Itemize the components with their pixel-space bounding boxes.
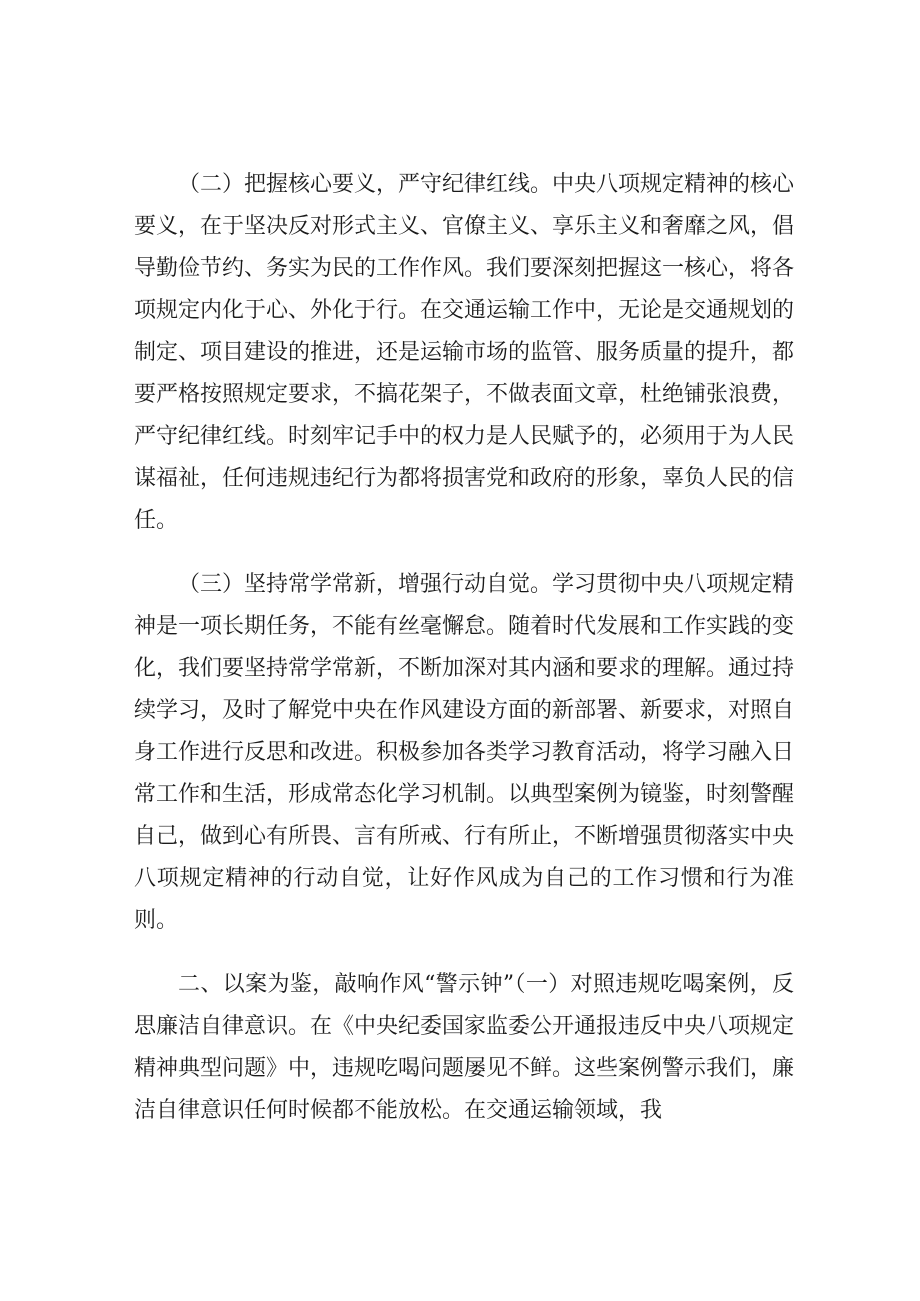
document-body xyxy=(134,164,794,1132)
paragraph-case-warning: 二、以案为鉴，敲响作风“警示钟”（一）对照违规吃喝案例，反思廉洁自律意识。在《中央纪委国家监委公开通报违反中央八项规定精神典型问题》中，违规吃喝问题屡见不鲜。这些案例警示我们，廉洁自律意识任何时候都不能放松。在交通运输领域，我 xyxy=(134,972,795,1123)
paragraph-discipline: （二）把握核心要义，严守纪律红线。中央八项规定精神的核心要义，在于坚决反对形式主义、官僚主义、享乐主义和奢靡之风，倡导勤俭节约、务实为民的工作作风。我们要深刻把握这一核心，将各项规定内化于心、外化于行。在交通运输工作中，无论是交通规划的制定、项目建设的推进，还是运输市场的监管、服务质量的提升，都要严格按照规定要求，不搞花架子，不做表面文章，杜绝铺张浪费，严守纪律红线。时刻牢记手中的权力是人民赋予的，必须用于为人民谋福祉，任何违规违纪行为都将损害党和政府的形象，辜负人民的信任。 xyxy=(134,172,795,533)
paragraph-continuous-learning: （三）坚持常学常新，增强行动自觉。学习贯彻中央八项规定精神是一项长期任务，不能有丝毫懈怠。随着时代发展和工作实践的变化，我们要坚持常学常新，不断加深对其内涵和要求的理解。通过持续学习，及时了解党中央在作风建设方面的新部署、新要求，对照自身工作进行反思和改进。积极参加各类学习教育活动，将学习融入日常工作和生活，形成常态化学习机制。以典型案例为镜鉴，时刻警醒自己，做到心有所畏、言有所戒、行有所止，不断增强贯彻落实中央八项规定精神的行动自觉，让好作风成为自己的工作习惯和行为准则。 xyxy=(134,572,795,933)
